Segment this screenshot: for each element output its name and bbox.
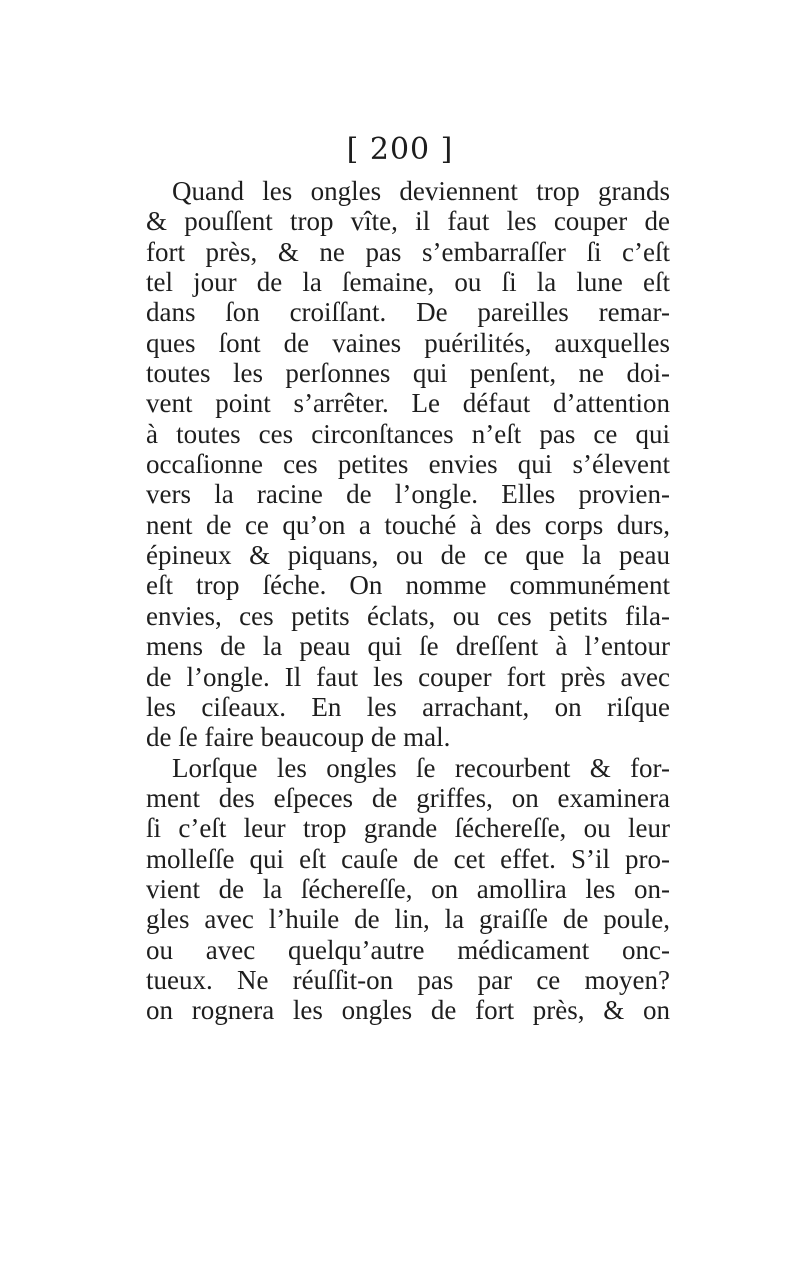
text-line: vient de la ſéchereſſe, on amollira les on- — [146, 873, 670, 904]
text-line: Quand les ongles deviennent trop grands — [172, 176, 670, 206]
text-line: toutes les perſonnes qui penſent, ne doi- — [146, 358, 670, 389]
text-line: envies, ces petits éclats, ou ces petits fila- — [146, 600, 670, 631]
text-line: ment des eſpeces de griffes, on examinera — [146, 782, 670, 813]
text-line: Lorſque les ongles ſe recourbent & for- — [172, 752, 670, 783]
text-line: vent point s’arrêter. Le défaut d’attention — [146, 388, 670, 419]
text-line: & pouſſent trop vîte, il faut les couper de — [146, 206, 670, 237]
text-line: ſi c’eſt leur trop grande ſéchereſſe, ou leur — [146, 813, 670, 844]
text-line: fort près, & ne pas s’embarraſſer ſi c’eſt — [146, 236, 670, 267]
text-line: de l’ongle. Il faut les couper fort près avec — [146, 661, 670, 692]
body-text — [146, 176, 670, 1026]
text-line: vers la racine de l’ongle. Elles provien- — [146, 479, 670, 510]
text-line: tel jour de la ſemaine, ou ſi la lune eſt — [146, 267, 670, 298]
text-line: ou avec quelqu’autre médicament onc- — [146, 934, 670, 965]
text-line: mens de la peau qui ſe dreſſent à l’entour — [146, 631, 670, 662]
text-line: les ciſeaux. En les arrachant, on riſque — [146, 691, 670, 722]
text-line: occaſionne ces petites envies qui s’élevent — [146, 449, 670, 480]
text-line: on rognera les ongles de fort près, & on — [146, 995, 670, 1026]
text-line: eſt trop ſéche. On nomme communément — [146, 570, 670, 601]
text-line: dans ſon croiſſant. De pareilles remar- — [146, 297, 670, 328]
text-line: épineux & piquans, ou de ce que la peau — [146, 540, 670, 571]
text-line: de ſe faire beaucoup de mal. — [146, 722, 451, 753]
text-line: à toutes ces circonſtances n’eſt pas ce qui — [146, 418, 670, 449]
page-number: [ 200 ] — [346, 132, 454, 167]
text-line: ques ſont de vaines puérilités, auxquelles — [146, 327, 670, 358]
text-line: tueux. Ne réuſſit-on pas par ce moyen? — [146, 964, 670, 995]
text-line: gles avec l’huile de lin, la graiſſe de poule, — [146, 904, 670, 935]
text-line: nent de ce qu’on a touché à des corps durs, — [146, 509, 670, 540]
text-line: molleſſe qui eſt cauſe de cet effet. S’il pro- — [146, 843, 670, 874]
